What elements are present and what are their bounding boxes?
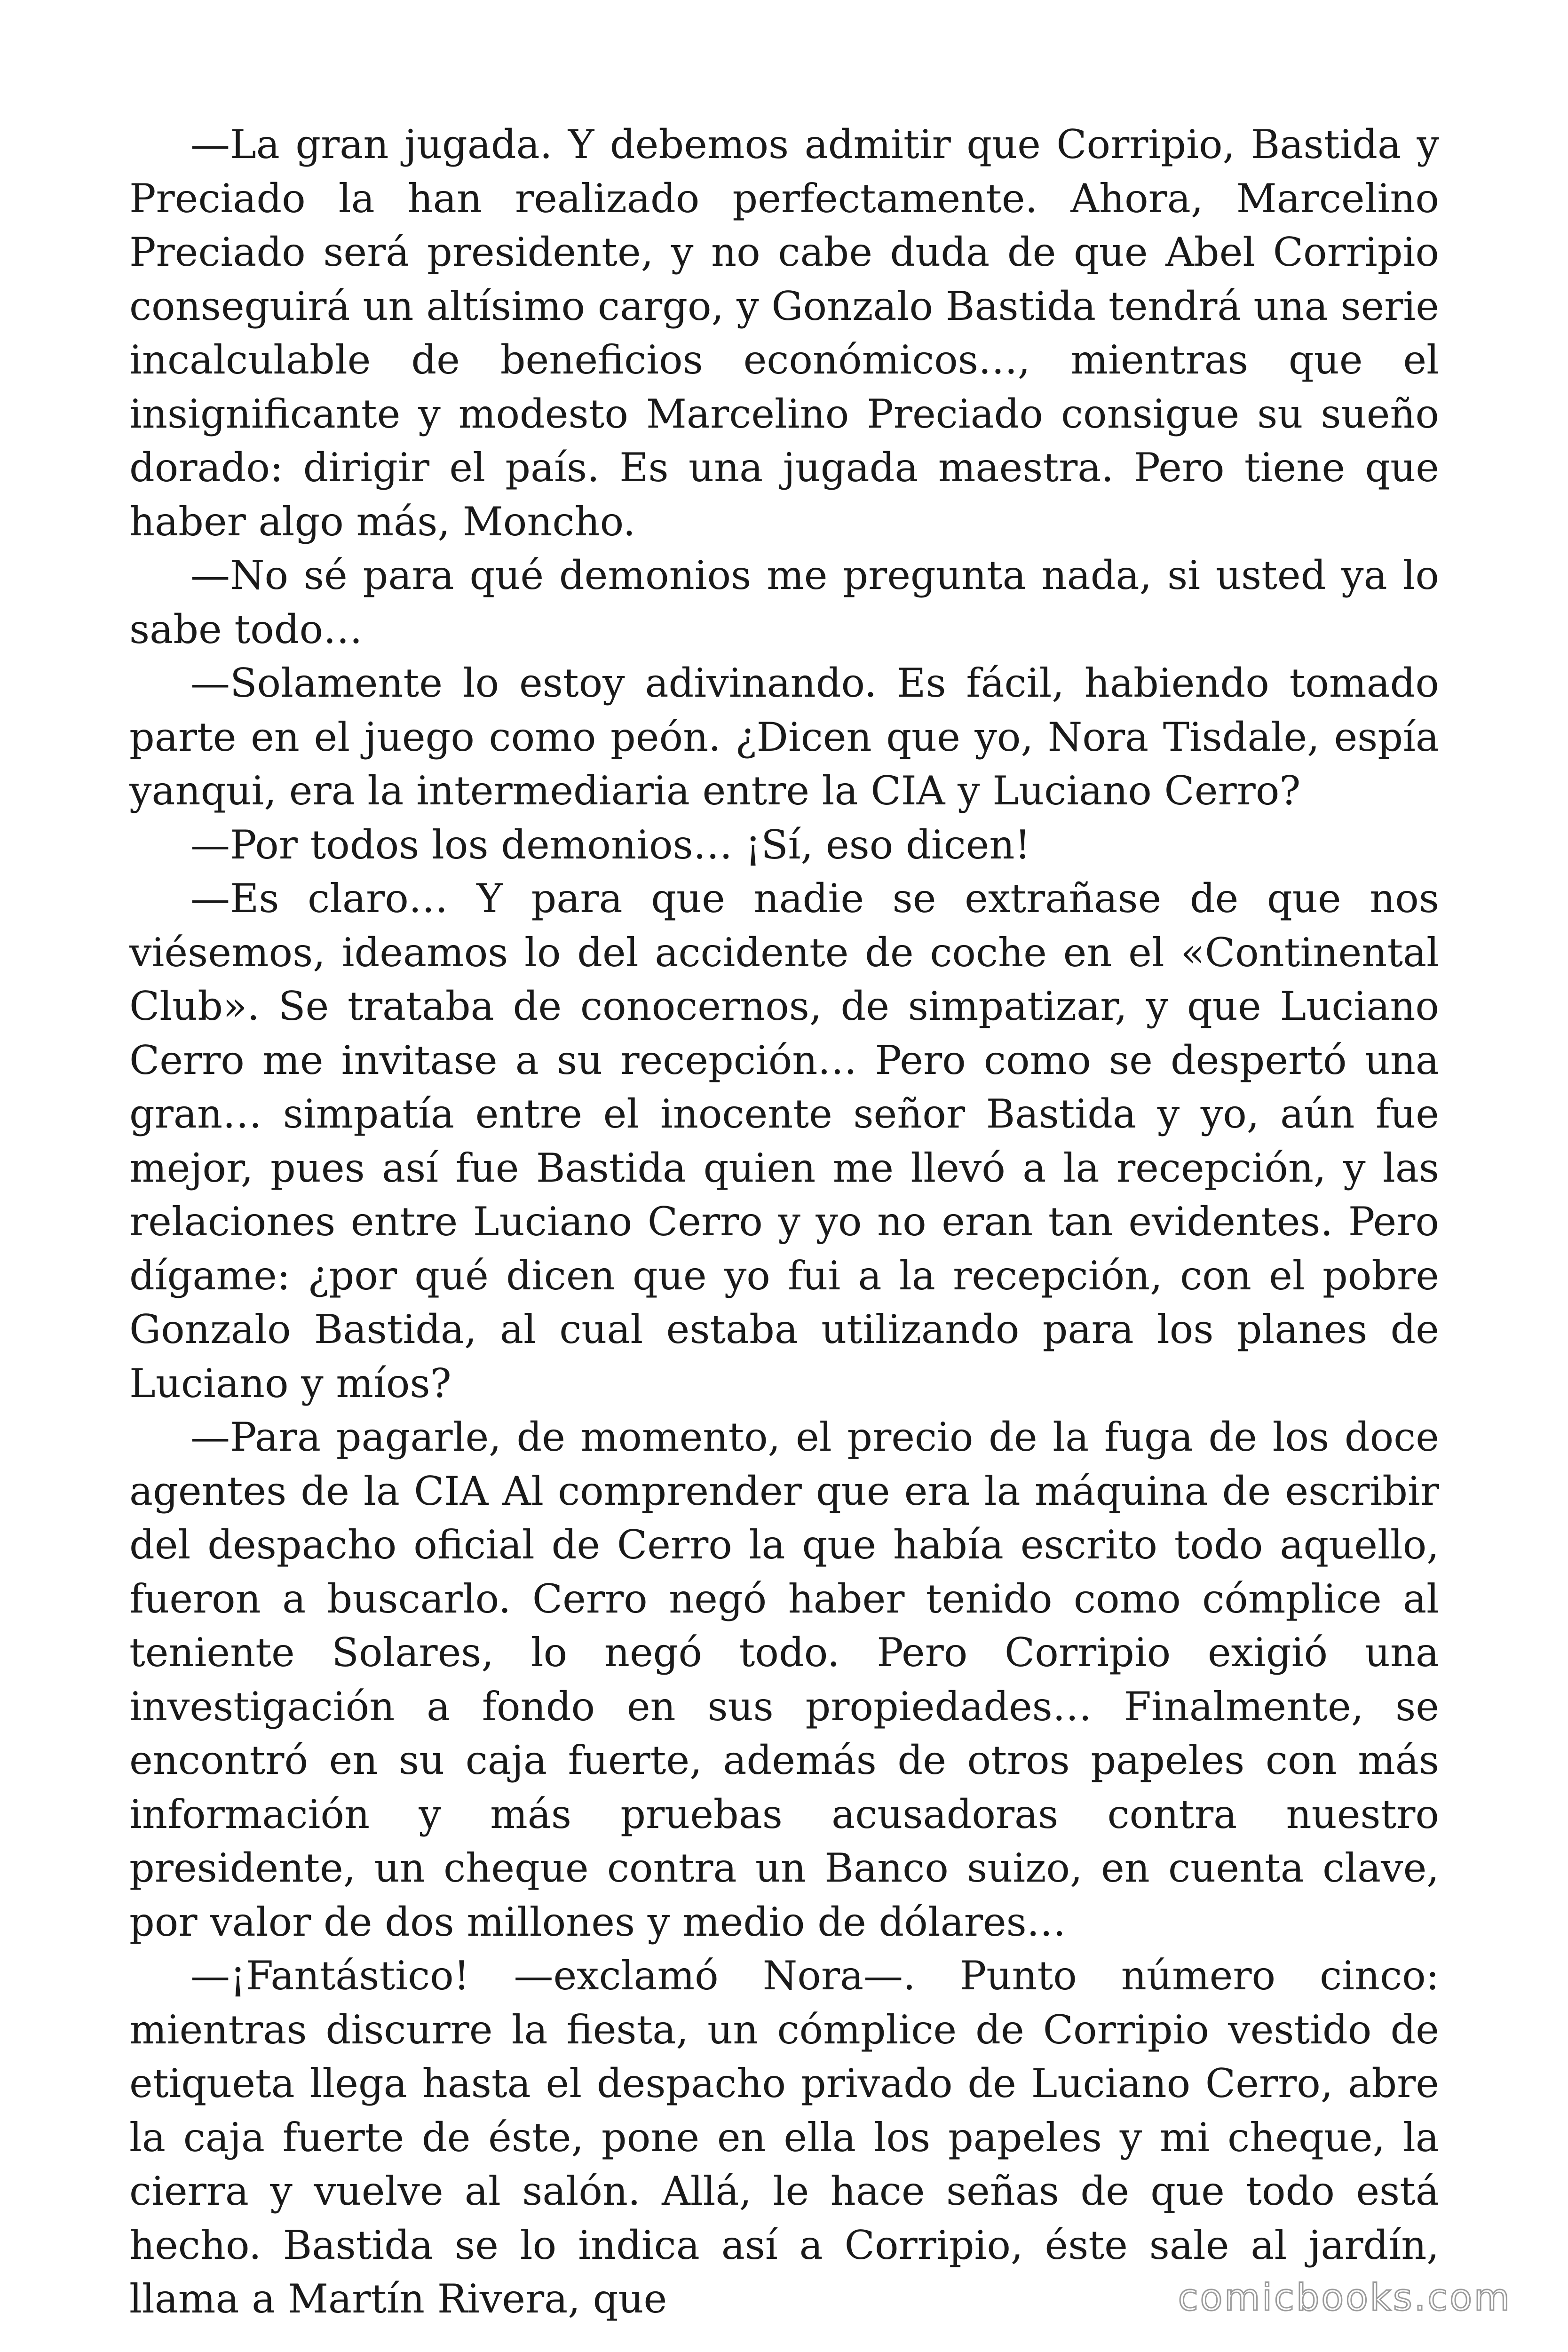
paragraph: —No sé para qué demonios me pregunta nada, si usted ya lo sabe todo… [129,552,1439,652]
paragraph: —Para pagarle, de momento, el precio de la fuga de los doce agentes de la CIA Al comprender que era la máquina de escribir del despacho oficial de Cerro la que había escrito todo aquello, fueron a buscarlo. Cerro negó haber tenido como cómplice al teniente Solares, lo negó todo. Pero Corripio exigió una investigación a fondo en sus propiedades… Finalmente, se encontró en su caja fuerte, además de otros papeles con más información y más pruebas acusadoras contra nuestro presidente, un cheque contra un Banco suizo, en cuenta clave, por valor de dos millones y medio de dólares… [129,1414,1439,1945]
paragraph: —¡Fantástico! —exclamó Nora—. Punto número cinco: mientras discurre la fiesta, un cómplice de Corripio vestido de etiqueta llega hasta el despacho privado de Luciano Cerro, abre la caja fuerte de éste, pone en ella los papeles y mi cheque, la cierra y vuelve al salón. Allá, le hace señas de que todo está hecho. Bastida se lo indica así a Corripio, éste sale al jardín, llama a Martín Rivera, que [129,1953,1439,2322]
watermark: comicbooks.com [1178,2277,1512,2319]
paragraph: —La gran jugada. Y debemos admitir que Corripio, Bastida y Preciado la han realizado perfectamente. Ahora, Marcelino Preciado será presidente, y no cabe duda de que Abel Corripio conseguirá un altísimo cargo, y Gonzalo Bastida tendrá una serie incalculable de beneficios económicos…, mientras que el insignificante y modesto Marcelino Preciado consigue su sueño dorado: dirigir el país. Es una jugada maestra. Pero tiene que haber algo más, Moncho. [129,121,1439,545]
paragraph: —Es claro… Y para que nadie se extrañase de que nos viésemos, ideamos lo del accidente de coche en el «Continental Club». Se trataba de conocernos, de simpatizar, y que Luciano Cerro me invitase a su recepción… Pero como se despertó una gran… simpatía entre el inocente señor Bastida y yo, aún fue mejor, pues así fue Bastida quien me llevó a la recepción, y las relaciones entre Luciano Cerro y yo no eran tan evidentes. Pero dígame: ¿por qué dicen que yo fui a la recepción, con el pobre Gonzalo Bastida, al cual estaba utilizando para los planes de Luciano y míos? [129,875,1439,1406]
body-text [129,118,1439,2326]
paragraph: —Solamente lo estoy adivinando. Es fácil, habiendo tomado parte en el juego como peón. ¿Dicen que yo, Nora Tisdale, espía yanqui, era la intermediaria entre la CIA y Luciano Cerro? [129,660,1439,814]
paragraph: —Por todos los demonios… ¡Sí, eso dicen! [190,821,1031,868]
